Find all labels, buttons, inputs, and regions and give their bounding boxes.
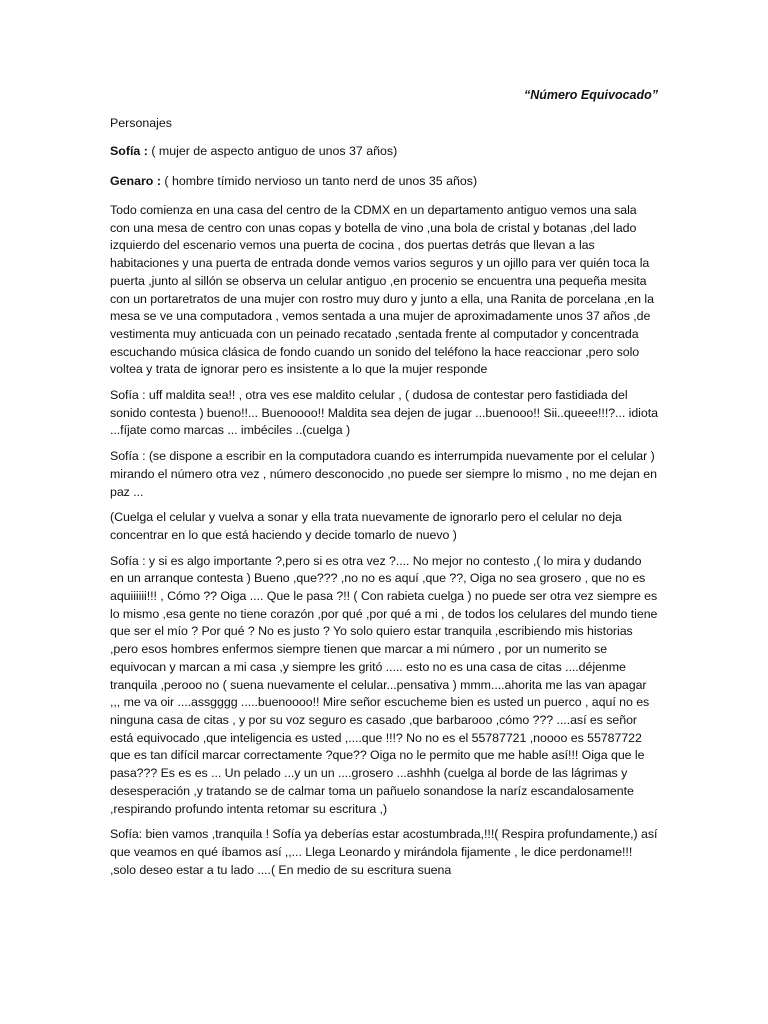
characters-heading: Personajes (110, 116, 172, 130)
character-description: ( mujer de aspecto antiguo de unos 37 años) (147, 144, 398, 158)
character-name: Genaro : (110, 174, 161, 188)
dialogue-paragraph: Sofía : y si es algo importante ?,pero si es otra vez ?.... No mejor no contesto ,( lo mira y dudando en un arranque contesta ) Bueno ,que??? ,no no es aquí ,que ??, Oiga no sea grosero , que no es aquiiiiii!!! , Cómo ?? Oiga .... Que le pasa ?!! ( Con rabieta cuelga ) no puede ser otra vez siempre es lo mismo ,esa gente no tiene corazón ,por qué ,por qué a mi , de todos los celulares del mundo tiene que ser el mío ? Por qué ? No es justo ? Yo solo quiero estar tranquila ,escribiendo mis historias ,pero esos hombres enfermos siempre tienen que marcar a mi número , por un numerito se equivocan y marcan a mi casa ,y siempre les gritó ..... esto no es una casa de citas ....déjenme tranquila ,perooo no ( suena nuevamente el celular...pensativa ) mmm....ahorita me las van apagar ,,, me va oir ....assgggg .....buenoooo!! Mire señor escucheme bien es usted un puerco , aquí no es ninguna casa de citas , y por su voz seguro es casado ,que barbarooo ,cómo ??? ....así es señor está equivocado ,que inteligencia es usted ,....que !!!? No no es el 55787721 ,noooo es 55787722 que es tan difícil marcar correctamente ?que?? Oiga no le permito que me hable así!!! Oiga que le pasa??? Es es es ... Un pelado ...y un un ....grosero ...ashhh (cuelga al borde de las lágrimas y desesperación ,y tratando se de calmar toma un pañuelo sonandose la naríz escandalosamente ,respirando profundo intenta retomar su escritura ,) (110, 553, 658, 816)
document-title: “Número Equivocado” (523, 88, 658, 102)
character-entry-sofia (110, 142, 658, 160)
character-name: Sofía : (110, 144, 148, 158)
stage-direction-intro: Todo comienza en una casa del centro de la CDMX en un departamento antiguo vemos una sala con una mesa de centro con unas copas y botella de vino ,una bola de cristal y botanas ,del lado izquierdo del escenario vemos una puerta de cocina , dos puertas detrás que llevan a las habitaciones y una puerta de entrada donde vemos varios seguros y un ojillo para ver quién toca la puerta ,junto al sillón se observa un celular antiguo ,en procenio se encuentra una pequeña mesita con un portaretratos de una mujer con rostro muy duro y junto a ella, una Ranita de porcelana ,en la mesa se ve una computadora , vemos sentada a una mujer de aproximadamente unos 37 años ,de vestimenta muy anticuada con un peinado recatado ,sentada frente al computador y concentrada escuchando música clásica de fondo cuando un sonido del teléfono la hace reaccionar ,pero solo voltea y trata de ignorar pero es insistente a lo que la mujer responde (110, 203, 654, 377)
script-page (110, 86, 658, 887)
character-description: ( hombre tímido nervioso un tanto nerd de unos 35 años) (160, 174, 478, 188)
dialogue-paragraph: Sofía : (se dispone a escribir en la computadora cuando es interrumpida nuevamente por el celular ) mirando el número otra vez , número desconocido ,no puede ser siempre lo mismo , no me dejan en paz ... (110, 449, 657, 499)
character-entry-genaro (110, 172, 658, 190)
stage-direction: (Cuelga el celular y vuelva a sonar y ella trata nuevamente de ignorarlo pero el celular no deja concentrar en lo que está haciendo y decide tomarlo de nuevo ) (110, 510, 622, 542)
dialogue-paragraph: Sofía : uff maldita sea!! , otra ves ese maldito celular , ( dudosa de contestar pero fastidiada del sonido contesta ) bueno!!... Buenoooo!! Maldita sea dejen de jugar ...buenooo!! Sii..queee!!!?... idiota ...fíjate como marcas ... imbéciles ..(cuelga ) (110, 388, 658, 438)
dialogue-paragraph: Sofía: bien vamos ,tranquila ! Sofía ya deberías estar acostumbrada,!!!( Respira profundamente,) así que veamos en qué íbamos así ,,... Llega Leonardo y mirándola fijamente , le dice perdoname!!! ,solo deseo estar a tu lado ....( En medio de su escritura suena (110, 827, 658, 877)
